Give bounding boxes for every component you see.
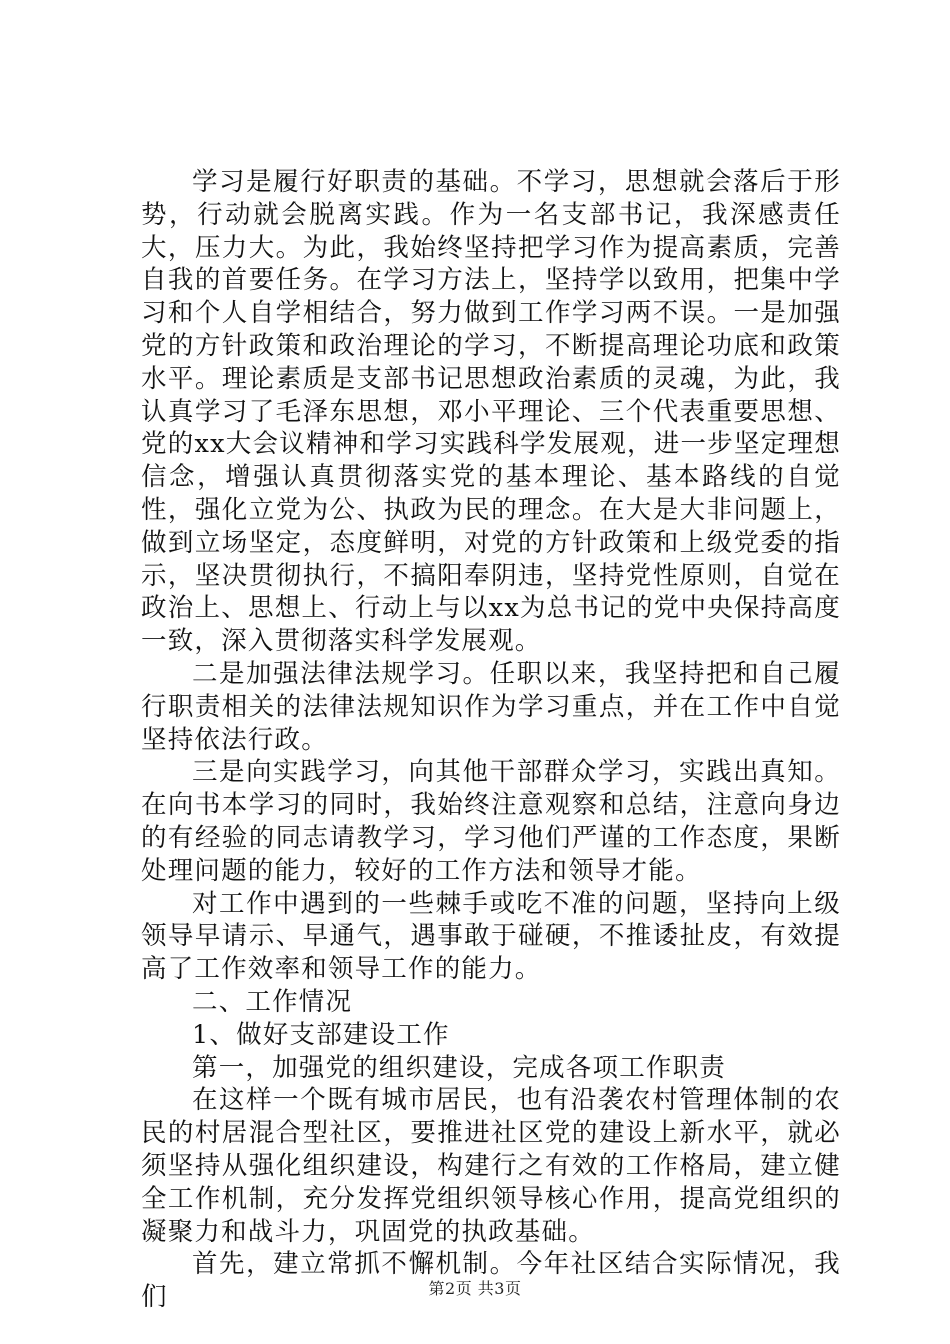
page-number-footer: 第2页 共3页 [428, 1279, 522, 1298]
point-heading-organization-building: 第一，加强党的组织建设，完成各项工作职责 [192, 1052, 727, 1083]
paragraph-difficult-problems: 对工作中遇到的一些棘手或吃不准的问题，坚持向上级领导早请示、早通气，遇事敢于碰硬，不推诿扯皮，有效提高了工作效率和领导工作的能力。 [141, 888, 841, 985]
subsection-heading-branch-building: 1、做好支部建设工作 [192, 1019, 450, 1050]
paragraph-long-term-mechanism: 首先，建立常抓不懈机制。今年社区结合实际情况，我们 [141, 1249, 841, 1313]
paragraph-community-organization: 在这样一个既有城市居民，也有沿袭农村管理体制的农民的村居混合型社区，要推进社区党的建设上新水平，就必须坚持从强化组织建设，构建行之有效的工作格局，建立健全工作机制，充分发挥党组织领导核心作用，提高党组织的凝聚力和战斗力，巩固党的执政基础。 [141, 1085, 841, 1247]
document-body [141, 166, 841, 1314]
paragraph-law-study: 二是加强法律法规学习。任职以来，我坚持把和自己履行职责相关的法律法规知识作为学习重点，并在工作中自觉坚持依法行政。 [141, 658, 841, 755]
section-heading-work-situation: 二、工作情况 [192, 986, 353, 1017]
paragraph-study-foundation: 学习是履行好职责的基础。不学习，思想就会落后于形势，行动就会脱离实践。作为一名支部书记，我深感责任大，压力大。为此，我始终坚持把学习作为提高素质，完善自我的首要任务。在学习方法上，坚持学以致用，把集中学习和个人自学相结合，努力做到工作学习两不误。一是加强党的方针政策和政治理论的学习，不断提高理论功底和政策水平。理论素质是支部书记思想政治素质的灵魂，为此，我认真学习了毛泽东思想，邓小平理论、三个代表重要思想、党的xx大会议精神和学习实践科学发展观，进一步坚定理想信念，增强认真贯彻落实党的基本理论、基本路线的自觉性，强化立党为公、执政为民的理念。在大是大非问题上，做到立场坚定，态度鲜明，对党的方针政策和上级党委的指示，坚决贯彻执行，不搞阳奉阴违，坚持党性原则，自觉在政治上、思想上、行动上与以xx为总书记的党中央保持高度一致，深入贯彻落实科学发展观。 [141, 167, 841, 657]
paragraph-practice-study: 三是向实践学习，向其他干部群众学习，实践出真知。在向书本学习的同时，我始终注意观察和总结，注意向身边的有经验的同志请教学习，学习他们严谨的工作态度，果断处理问题的能力，较好的工作方法和领导才能。 [141, 757, 841, 886]
